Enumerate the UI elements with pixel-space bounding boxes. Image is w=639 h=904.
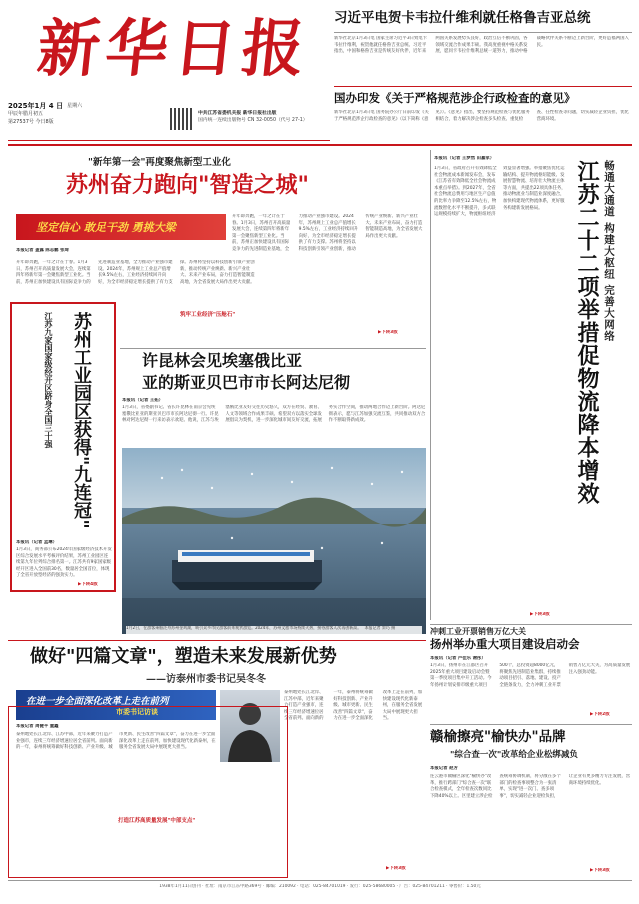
news-photo — [122, 448, 426, 634]
top-story — [334, 8, 632, 84]
interview-subtitle: ——访泰州市委书记吴冬冬 — [146, 674, 266, 685]
yangzhou-kicker: 冲刺工业开票销售万亿大关 — [430, 626, 526, 636]
side-more[interactable]: ▶下转3版 — [530, 612, 550, 617]
lead-byline: 本报记者 盖露 陈志鹏 张琦 — [16, 248, 69, 253]
top-rule — [334, 86, 632, 87]
lead-body-left: 开年即奔跑，一年之计在于春。1月3日，苏州召开高质量发展大会，连续第四年将新年第一会聚焦新型工业化。当前，苏州正加快建设具有国际竞争力的先进制造业基地，全力推动产业强市建设。2024年，苏州规上工业总产值增长9.5%左右，工业经济持续回升向好，为全市经济稳定增长提供了有力支撑。苏州将坚持以科技创新引领产业创新，推动传统产业焕新、新兴产业壮大、未来产业布局，奋力打造智能制造高地，为全省发展大局作出更大贡献。 — [16, 260, 255, 285]
feature-byline: 本报讯（记者 孟琳） — [16, 540, 58, 545]
yangzhou-more[interactable]: ▶下转2版 — [590, 712, 610, 717]
xu-headline-1: 许昆林会见埃塞俄比亚 — [142, 351, 303, 370]
lead-headline: 苏州奋力跑向"智造之城" — [66, 172, 309, 198]
xu-byline: 本报讯（记者 王拓） — [122, 398, 164, 403]
masthead-lunar: 甲辰年腊月初五 — [8, 111, 44, 117]
publisher-info — [198, 110, 338, 140]
masthead-weekday: 星期六 — [67, 103, 83, 109]
section-rule — [8, 144, 632, 146]
ganyu-headline: 赣榆擦亮"榆快办"品牌 — [430, 729, 566, 745]
interview-body-left: 泰州地处长江北岸、江苏中部，近年来聚力打造产业强市，连续三年经济增速位居全省前列。面向新的一年，泰州将统筹做好科技创新、产业升级、城市更新、民生改善"四篇文章"，奋力在进一步全面深化改革上走在前列，加快建设现代化新泰州，在服务全省发展大局中展现更大担当。 — [16, 732, 216, 751]
yangzhou-body: 1月3日，扬州市在江都区召开2025年重大项目建设启动会暨第一季度项目集中开工活动。今年扬州计划安排市级重大项目500个，总投资超8000亿元，将聚焦先进制造业集群，持续推动项目招引、落地、建设、投产全链条发力，全力冲刺工业开票销售万亿元大关，为高质量发展注入强劲动能。 — [430, 663, 631, 688]
xu-story — [122, 350, 426, 444]
qr-code — [170, 108, 192, 130]
cn-number: 国内统一连续出版物号 CN 32-0050（代号 27-1） — [198, 118, 308, 123]
photo-credit: 本报记者 窦巧 摄 — [364, 626, 396, 630]
yangzhou-headline: 扬州举办重大项目建设启动会 — [430, 637, 580, 651]
photo-caption-text: 1月2日，在游客乘船泛舟苏州金鸡湖，吸引众多市民游客前来观赏游览。2024年，苏州文旅市场持续火热，接待游客人次再创新高。 — [126, 626, 362, 630]
masthead-info — [8, 102, 168, 142]
xu-headline-2: 亚的斯亚贝巴市市长阿达尼彻 — [142, 373, 351, 392]
side-column — [434, 150, 632, 620]
interview-headline: 做好"四篇文章"，塑造未来发展新优势 — [30, 646, 337, 667]
ganyu-byline: 本报记者 赵芳 — [430, 766, 458, 771]
interview-body-right: 泰州地处长江北岸、江苏中部，近年来聚力打造产业强市，连续三年经济增速位居全省前列。面向新的一年，泰州将统筹做好科技创新、产业升级、城市更新、民生改善"四篇文章"，奋力在进一步全面深化改革上走在前列，加快建设现代化新泰州，在服务全省发展大局中展现更大担当。 — [284, 690, 423, 722]
side-divider — [430, 150, 431, 620]
feature-kicker: 江苏九家国家级经开区跻身全国三十强 — [44, 312, 54, 448]
xu-body: 1月3日，省委副书记、省长许昆林在南京会见埃塞俄比亚亚的斯亚贝巴市市长阿达尼彻一行。许昆林对阿达尼彻一行来访表示欢迎。他说，江苏与埃塞俄比亚友好交往历史悠久，双方在经贸、教育、人文等领域合作成果丰硕。希望双方以落实全球发展倡议为契机，进一步深化城市间友好交流，拓展务实合作空间，推动两地合作迈上新台阶。阿达尼彻表示，愿与江苏加强交流互鉴，共同推动双方合作不断取得新成效。 — [122, 405, 426, 424]
masthead-rule — [8, 140, 330, 141]
interview-more[interactable]: ▶下转3版 — [386, 866, 406, 871]
interview-subhead: 打造江苏高质量发展"中部支点" — [118, 818, 196, 824]
yangzhou-byline: 本报讯（记者 卢佳乐 谢彤） — [430, 656, 486, 661]
side-title: 江苏二十二项举措促物流降本增效 — [574, 160, 600, 505]
feature-title: 苏州工业园区获得"九连冠" — [71, 312, 92, 529]
lead-banner-text: 坚定信心 敢足干劲 勇挑大梁 — [36, 221, 176, 234]
top-story-headline: 习近平电贺卡韦拉什维利就任格鲁吉亚总统 — [334, 10, 591, 26]
second-story — [334, 89, 632, 141]
lead-subhead: 筑牢工业经济"压舱石" — [180, 312, 236, 318]
photo-caption — [126, 626, 422, 634]
feature-more[interactable]: ▶下转4版 — [78, 582, 98, 587]
second-story-body: 新华社北京1月3日电 国务院办公厅日前印发《关于严格规范涉企行政检查的意见》（以下简称《意见》）。《意见》指出，要坚持规范检查与优化服务相结合，着力解决涉企检查多头检查、重复检查、任性检查等问题，切实减轻企业负担，优化营商环境。 — [334, 110, 629, 122]
top-story-body: 新华社北京1月3日电 国家主席习近平3日致电卡韦拉什维利，祝贺他就任格鲁吉亚总统。习近平指出，中国和格鲁吉亚是传统友好伙伴，近年来两国关系发展势头良好，政治互信不断巩固，各领域交流合作成果丰硕。我高度重视中格关系发展，愿同卡韦拉什维利总统一道努力，推动中格战略伙伴关系不断迈上新台阶，更好造福两国人民。 — [334, 36, 629, 55]
masthead-issue: 第27537号 今日8版 — [8, 119, 54, 125]
interview-byline: 本报记者 周健平 童鑫 — [16, 724, 59, 729]
yangzhou-story — [430, 626, 632, 722]
second-story-headline: 国办印发《关于严格规范涉企行政检查的意见》 — [334, 91, 576, 105]
side-kicker: 畅通大通道 构建大枢纽 完善大网络 — [603, 160, 615, 342]
publisher-line: 中共江苏省委机关报 新华日报社出版 — [198, 111, 277, 116]
ganyu-story — [430, 728, 632, 878]
side-byline: 本报讯（记者 王梦然 田嘉家） — [434, 156, 495, 161]
lead-body-right: 开年即奔跑，一年之计在于春。1月3日，苏州召开高质量发展大会，连续第四年将新年第一会聚焦新型工业化。当前，苏州正加快建设具有国际竞争力的先进制造业基地，全力推动产业强市建设。2024年，苏州规上工业总产值增长9.5%左右，工业经济持续回升向好，为全市经济稳定增长提供了有力支撑。苏州将坚持以科技创新引领产业创新，推动传统产业焕新、新兴产业壮大、未来产业布局，奋力打造智能制造高地，为全省发展大局作出更大贡献。 — [232, 214, 423, 252]
masthead-logo: 新华日报 — [34, 12, 314, 85]
ganyu-subtitle: "综合查一次"改革给企业松绑减负 — [450, 750, 578, 760]
side-body: 1月3日，省政府召开有效降低全社会物流成本新闻发布会，发布《江苏省有效降低全社会物流成本重点举措》。到2027年，全省社会物流总费用与地区生产总值的比率力争降至12.5%左右，物流数智化水平不断提升，多式联运规模持续扩大，物流枢纽经济效益显著增强。举措聚焦优化运输结构、提升物流枢纽能级、发展智慧物流、培育壮大物流主体等方面，共提出22项具体任务，推动物流业与制造业深度融合，加快构建现代物流体系，更好服务构建新发展格局。 — [434, 166, 566, 218]
lead-banner — [16, 214, 226, 240]
masthead-date: 2025年1月 4 日 — [8, 102, 64, 110]
feature-body: 1月3日，商务部公布2024年国家级经济技术开发区综合发展水平考核评价结果，苏州工业园区连续第九年位列综合排名第一。江苏共有9家国家级经开区进入全国前30名，数量居全国首位，体现了全省开放型经济的强劲实力。 — [16, 547, 112, 579]
interview-banner-line1: 在进一步全面深化改革上走在前列 — [26, 696, 169, 707]
ganyu-more[interactable]: ▶下转3版 — [590, 868, 610, 873]
masthead — [8, 6, 328, 136]
interview-frame — [8, 706, 288, 878]
footer: 1938年1月11日创刊 · 社址：南京市江东中路369号 · 邮编：210092 · 电话：025-84701019 · 发行：025-58680005 · 广告：025-84701211 · 零售价：1.50元 — [159, 884, 481, 889]
ganyu-body: 连云港市赣榆区深化"榆快办"改革，推行跨部门"综合查一次"联合检查模式，全年检查次数同比下降40%以上。区里建立涉企检查统筹协调机制，将分散在多个部门的检查事项整合为一张清单，实现"进一次门、查多项事"，切实减轻企业迎检负担，让企业有更多精力专注发展，营商环境持续优化。 — [430, 774, 631, 799]
lead-more[interactable]: ▶下转3版 — [378, 330, 398, 335]
lead-kicker: "新年第一会"再度聚焦新型工业化 — [88, 157, 231, 168]
lake-boat-scene — [122, 448, 426, 634]
interview-banner-line2: 市委书记访谈 — [116, 708, 158, 716]
